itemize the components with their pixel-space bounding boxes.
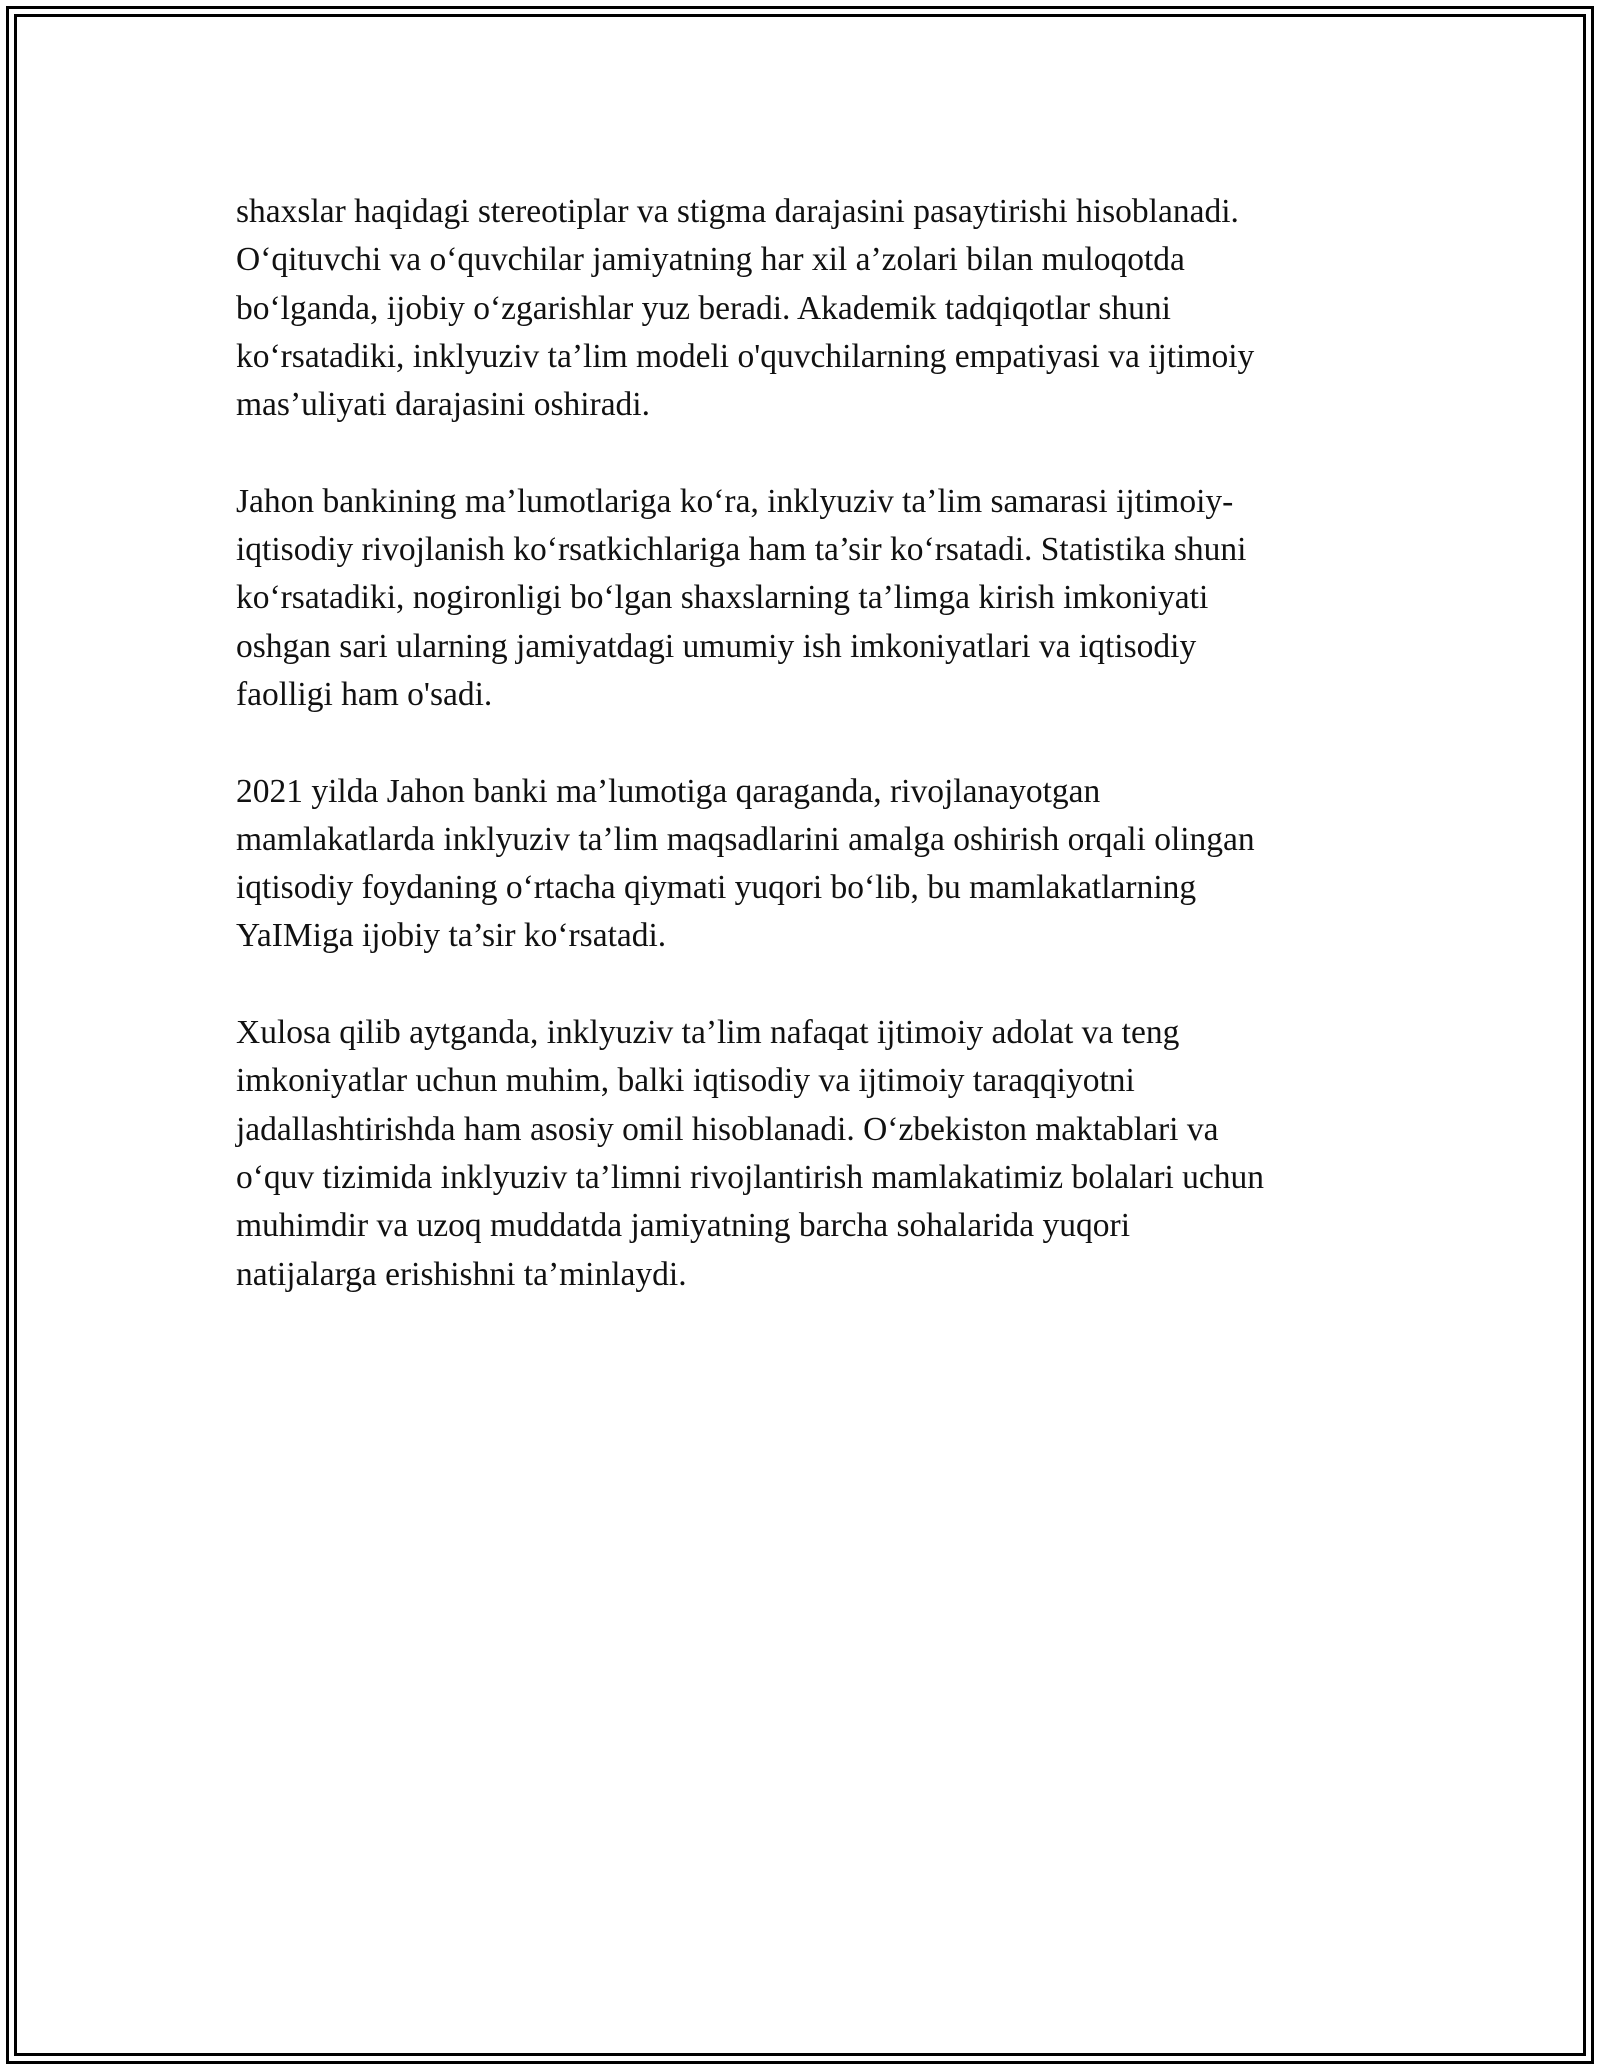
text-line: mas’uliyati darajasini oshiradi. [236,386,650,424]
text-line: bo‘lganda, ijobiy o‘zgarishlar yuz beradi. Akademik tadqiqotlar shuni [236,289,1171,327]
paragraph-2 [236,478,1386,719]
text-line: imkoniyatlar uchun muhim, balki iqtisodiy va ijtimoiy taraqqiyotni [236,1062,1135,1100]
paragraph-4 [236,1009,1386,1299]
text-line: iqtisodiy rivojlanish ko‘rsatkichlariga ham ta’sir ko‘rsatadi. Statistika shuni [236,531,1247,569]
text-line: Jahon bankining ma’lumotlariga ko‘ra, inklyuziv ta’lim samarasi ijtimoiy- [236,482,1234,520]
paragraph-3 [236,768,1386,961]
text-line: shaxslar haqidagi stereotiplar va stigma darajasini pasaytirishi hisoblanadi. [236,193,1239,230]
text-line: YaIMiga ijobiy ta’sir ko‘rsatadi. [236,917,667,955]
text-line: mamlakatlarda inklyuziv ta’lim maqsadlarini amalga oshirish orqali olingan [236,820,1255,858]
text-line: oshgan sari ularning jamiyatdagi umumiy ish imkoniyatlari va iqtisodiy [236,627,1197,665]
document-body [236,188,1386,1347]
text-line: 2021 yilda Jahon banki ma’lumotiga qaraganda, rivojlanayotgan [236,772,1101,810]
text-line: ko‘rsatadiki, nogironligi bo‘lgan shaxslarning ta’limga kirish imkoniyati [236,579,1209,617]
text-line: iqtisodiy foydaning o‘rtacha qiymati yuqori bo‘lib, bu mamlakatlarning [236,869,1197,907]
text-line: jadallashtirishda ham asosiy omil hisoblanadi. O‘zbekiston maktablari va [236,1110,1219,1148]
text-line: ko‘rsatadiki, inklyuziv ta’lim modeli o'quvchilarning empatiyasi va ijtimoiy [236,337,1255,375]
text-line: O‘qituvchi va o‘quvchilar jamiyatning har xil a’zolari bilan muloqotda [236,241,1185,279]
text-line: muhimdir va uzoq muddatda jamiyatning barcha sohalarida yuqori [236,1207,1131,1245]
paragraph-1 [236,188,1386,429]
text-line: o‘quv tizimida inklyuziv ta’limni rivojlantirish mamlakatimiz bolalari uchun [236,1158,1265,1196]
text-line: natijalarga erishishni ta’minlaydi. [236,1255,687,1293]
text-line: faolligi ham o'sadi. [236,675,493,713]
text-line: Xulosa qilib aytganda, inklyuziv ta’lim nafaqat ijtimoiy adolat va teng [236,1014,1180,1052]
